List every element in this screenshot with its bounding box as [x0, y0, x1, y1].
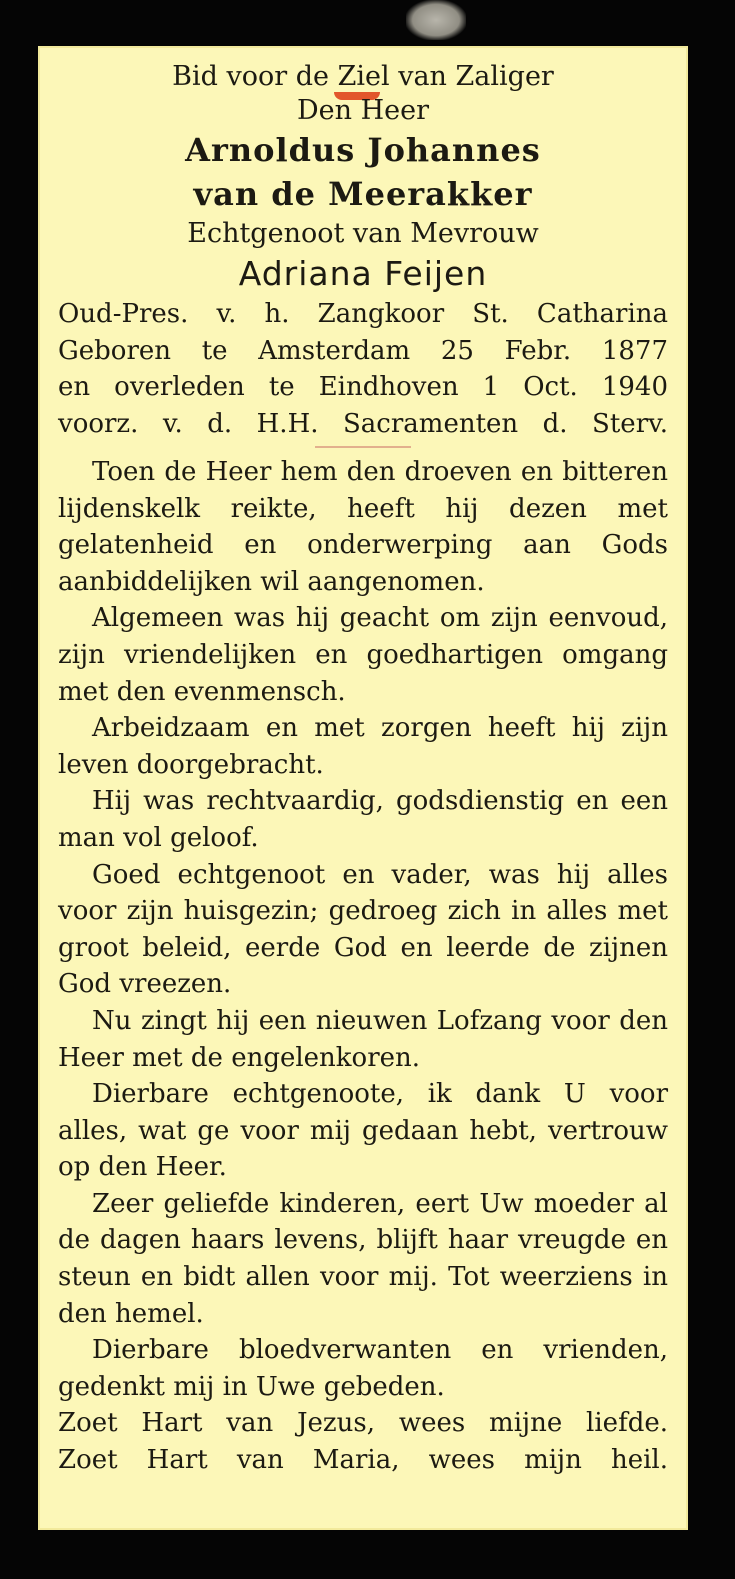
- detail-line: Geboren te Amsterdam 25 Febr. 1877: [58, 335, 668, 366]
- header-line-2: Den Heer: [296, 95, 429, 126]
- paragraph: Dierbare echtgenoote, ik dank U voor alles, wat ge voor mij gedaan hebt, vertrouw op den Heer.: [58, 1079, 668, 1183]
- detail-line: en overleden te Eindhoven 1 Oct. 1940: [58, 372, 668, 402]
- card-text: [58, 60, 668, 1479]
- detail-line: voorz. v. d. H.H. Sacramenten d. Sterv.: [58, 408, 668, 439]
- deceased-name-line-2: van de Meerakker: [193, 175, 533, 213]
- paragraph: Toen de Heer hem den droeven en bitteren lijdenskelk reikte, heeft hij dezen met gelatenheid en onderwerping aan Gods aanbiddelijken wil aangenomen.: [58, 457, 668, 597]
- header-line-1: Bid voor de Ziel van Zaliger: [172, 61, 554, 92]
- details-block: [58, 296, 668, 442]
- detail-line: Oud-Pres. v. h. Zangkoor St. Catharina: [58, 299, 668, 329]
- paragraph: Algemeen was hij geacht om zijn eenvoud, zijn vriendelijken en goedhartigen omgang met den evenmensch.: [58, 603, 668, 707]
- paragraph: Dierbare bloedverwanten en vrienden, gedenkt mij in Uwe gebeden.: [58, 1335, 668, 1402]
- paragraph: Goed echtgenoot en vader, was hij alles voor zijn huisgezin; gedroeg zich in alles met groot beleid, eerde God en leerde de zijnen God vreezen.: [58, 859, 668, 1000]
- body-text: [58, 454, 668, 1479]
- prayer-card: [38, 46, 688, 1530]
- hanging-tag: [406, 0, 466, 40]
- closing-prayer: Zoet Hart van Jezus, wees mijne liefde.: [58, 1408, 668, 1439]
- divider: [315, 446, 411, 448]
- paragraph: Hij was rechtvaardig, godsdienstig en een man vol geloof.: [58, 786, 668, 853]
- closing-prayer: Zoet Hart van Maria, wees mijn heil.: [58, 1445, 668, 1476]
- paragraph: Arbeidzaam en met zorgen heeft hij zijn leven doorgebracht.: [58, 713, 668, 780]
- paragraph: Zeer geliefde kinderen, eert Uw moeder al de dagen haars levens, blijft haar vreugde en steun en bidt allen voor mij. Tot weerziens in den hemel.: [58, 1188, 668, 1329]
- spouse-name: Adriana Feijen: [238, 254, 488, 293]
- spouse-intro: Echtgenoot van Mevrouw: [187, 218, 539, 249]
- paragraph: Nu zingt hij een nieuwen Lofzang voor den Heer met de engelenkoren.: [58, 1005, 668, 1073]
- deceased-name-line-1: Arnoldus Johannes: [185, 131, 541, 169]
